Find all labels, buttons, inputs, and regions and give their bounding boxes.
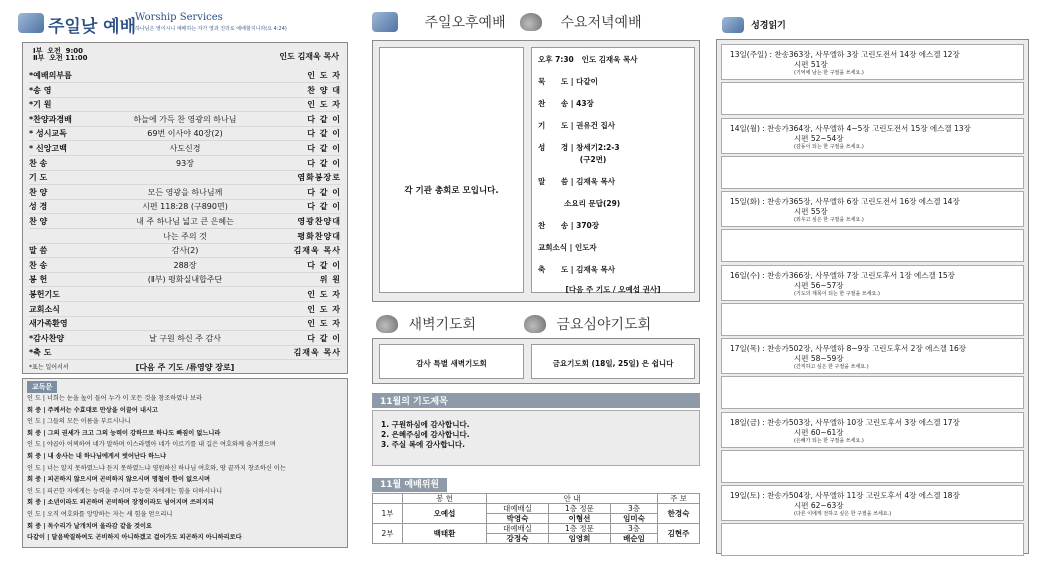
guide-header: 안 내 (487, 494, 658, 504)
wednesday-row: 찬 송 | 43장 (538, 99, 594, 108)
friday-header (524, 314, 651, 334)
prayer-item: 3. 주실 복에 감사합니다. (381, 440, 465, 449)
leaf-icon (376, 315, 398, 333)
service-times: Ⅰ부 오전 9:00 Ⅱ부 오전 11:00 (33, 47, 88, 62)
staff-title: 11월 예배위원 (372, 478, 447, 492)
order-row (29, 84, 341, 98)
order-item-person: 인 도 자 (307, 100, 341, 110)
order-item-name: *예배의부름 (29, 71, 72, 80)
bible-day-note: (은혜가 되는 한 구절을 쓰세요.) (794, 437, 864, 444)
bible-day-reading: 14일(월) : 찬송가364장, 사무엘하 4~5장 고린도전서 15장 에스겔 13장 (730, 123, 971, 133)
wednesday-row: 찬 송 | 370장 (538, 221, 600, 230)
order-item-content: 하늘에 가득 찬 영광의 하나님 (133, 114, 237, 124)
order-item-name: 찬 송 (29, 260, 48, 270)
order-item-name: 봉 헌 (29, 275, 48, 285)
prayer-meetings-panel (372, 338, 700, 384)
prayer-item: 1. 구원하심에 감사합니다. (381, 420, 470, 429)
bible-note-space[interactable] (721, 156, 1024, 189)
cross-icon (18, 13, 44, 33)
order-item-person: 다 같 이 (307, 144, 341, 153)
guide-person: 배순임 (610, 534, 657, 544)
wednesday-row: 성 경 | 창세기2:2-3 (538, 143, 620, 152)
order-item-content: 날 구원 하신 주 감사 (149, 333, 221, 343)
order-row (29, 186, 341, 200)
order-row (29, 303, 341, 317)
order-item-person: 다 같 이 (307, 114, 341, 124)
wednesday-row: 오후 7:30 인도 김재욱 목사 (538, 55, 638, 64)
bible-day-reading: 17일(목) : 찬송가502장, 사무엘하 8~9장 고린도후서 2장 에스겔 16장 (730, 344, 966, 353)
bible-day-entry (721, 265, 1024, 301)
staff-table (372, 493, 700, 544)
part-cell: 1부 (373, 504, 403, 524)
bible-day-note: (외우고 싶은 한 구절을 쓰세요.) (794, 217, 864, 223)
order-row (29, 273, 341, 287)
wednesday-row: 축 도 | 김재욱 목사 (538, 265, 615, 274)
bulletin-cell: 김현주 (658, 524, 700, 544)
bulletin-cell: 한경숙 (658, 504, 700, 524)
responsive-reading-label: 교독문 (27, 381, 57, 393)
bible-day-note: (감동이 되는 한 구절을 쓰세요.) (794, 143, 864, 150)
bible-note-space[interactable] (721, 303, 1024, 336)
order-item-name: * 성시교독 (29, 129, 67, 139)
guide-person: 임미숙 (610, 514, 657, 524)
bible-note-space[interactable] (721, 229, 1024, 262)
guide-person: 박영숙 (487, 514, 549, 524)
order-item-content: (Ⅱ부) 평화실내합주단 (147, 275, 223, 285)
bible-day-note: (기도의 제목이 되는 한 구절을 쓰세요.) (794, 290, 880, 297)
order-item-content: 288장 (173, 260, 197, 270)
bible-day-reading: 13일(주일) : 찬송363장, 사무엘하 3장 고린도전서 14장 에스겔 12장 (730, 50, 960, 59)
bible-day-entry (721, 191, 1024, 227)
bible-reading-header (722, 14, 786, 33)
order-item-content: 사도신경 (169, 144, 201, 153)
sunday-pm-text: 각 기관 총회로 모입니다. (404, 186, 499, 196)
dawn-header (376, 314, 476, 334)
prayer-topics-header (372, 393, 700, 408)
order-item-name: 성 경 (29, 202, 48, 212)
responsive-reading (22, 378, 348, 548)
wednesday-row: 묵 도 | 다같이 (538, 77, 598, 86)
order-item-name: 찬 양 (29, 217, 48, 226)
order-item-name: *기 원 (29, 100, 52, 110)
order-row (29, 361, 341, 375)
wednesday-row: 교회소식 | 인도자 (538, 243, 597, 252)
order-row (29, 69, 341, 83)
worship-title: 주일낮 예배 (48, 17, 137, 37)
order-row (29, 332, 341, 346)
offering-cell: 오예섭 (403, 504, 487, 524)
order-row (29, 317, 341, 331)
wednesday-title: 수요저녁예배 (560, 15, 642, 31)
order-row (29, 244, 341, 258)
worship-title-en: Worship Services (135, 12, 223, 23)
wednesday-box (531, 47, 695, 293)
responsive-line: 회 중 | 피곤하지 않으시며 곤비하지 않으시며 명철이 한이 없으시며 (27, 476, 211, 484)
order-item-name: 기 도 (29, 173, 48, 183)
order-item-person: 김재욱 목사 (293, 348, 341, 358)
dawn-text: 감사 특별 새벽기도회 (416, 359, 487, 368)
order-row (29, 200, 341, 214)
bible-day-reading: 시편 58~59장 (794, 354, 844, 363)
order-row (29, 113, 341, 127)
order-item-person: 영광찬양대 (297, 217, 341, 226)
responsive-line: 인 도 | 야곱아 어찌하여 네가 말하며 이스라엘아 네가 이르기를 내 길은 여호와께 숨겨졌으며 (27, 441, 276, 449)
order-item-content: 시편 118:28 (구890면) (142, 202, 228, 212)
bible-day-reading: 16일(수) : 찬송가366장, 사무엘하 7장 고린도후서 1장 에스겔 15장 (730, 270, 955, 280)
guide-place: 1층 정문 (549, 504, 611, 514)
order-item-person: 인 도 자 (307, 71, 341, 80)
bible-day-reading: 시편 56~57장 (794, 280, 844, 290)
friday-title: 금요심야기도회 (556, 317, 652, 333)
bible-reading-panel (716, 39, 1029, 554)
bible-day-reading: 18일(금) : 찬송가503장, 사무엘하 10장 고린도후서 3장 에스겔 17장 (730, 417, 960, 427)
worship-subtitle: 하나님은 영이시니 예배하는 자가 영과 진리로 예배할지니라(요 4:24) (135, 26, 287, 32)
order-item-person: 평화찬양대 (297, 231, 341, 241)
guide-place: 대예배실 (487, 504, 549, 514)
dawn-title: 새벽기도회 (408, 317, 477, 333)
guide-place: 1층 정문 (549, 524, 611, 534)
order-row (29, 346, 341, 360)
order-item-name: 말 씀 (29, 246, 48, 256)
order-item-person: 위 원 (319, 275, 341, 285)
wednesday-row: 말 씀 | 김재욱 목사 (538, 177, 615, 186)
service-leader: 인도 김재욱 목사 (279, 52, 339, 61)
bible-day-entry (721, 412, 1024, 448)
table-row (373, 524, 700, 534)
order-item-person: 찬 양 대 (307, 85, 341, 95)
guide-person: 임영희 (549, 534, 611, 544)
order-item-person: 인 도 자 (307, 319, 341, 329)
bible-day-entry (721, 44, 1024, 80)
wednesday-row: [다음 주 기도 / 오예섭 권사] (565, 285, 661, 294)
bible-day-note: (간직하고 싶은 한 구절을 쓰세요.) (794, 364, 869, 370)
order-item-person: 김재욱 목사 (293, 246, 341, 256)
bible-day-reading: 시편 55장 (794, 207, 828, 216)
order-item-person: 인 도 자 (307, 304, 341, 314)
guide-place: 3층 (610, 524, 657, 534)
friday-text: 금요기도회 (18일, 25일) 은 쉽니다 (552, 359, 674, 368)
responsive-line: 인 도 | 오직 여호와를 앙망하는 자는 새 힘을 얻으리니 (27, 511, 173, 518)
order-row (29, 288, 341, 302)
order-item-name: *표는 일어서서 (29, 364, 69, 371)
worship-header (18, 10, 348, 36)
order-row (29, 171, 341, 185)
responsive-line: 회 중 | 독수리가 날개치며 올라감 같을 것이요 (27, 522, 152, 530)
order-item-name: 찬 양 (29, 187, 48, 197)
evening-services-panel (372, 40, 700, 302)
order-item-name: *감사찬양 (29, 333, 65, 343)
bible-note-space[interactable] (721, 376, 1024, 409)
responsive-line: 인 도 | 피곤한 자에게는 능력을 주시며 무능한 자에게는 힘을 더하시나니 (27, 487, 223, 495)
sunday-pm-box (379, 47, 524, 293)
guide-person: 이형선 (549, 514, 611, 524)
order-item-person: 염화봉장로 (297, 173, 341, 183)
responsive-line: 인 도 | 너는 알지 못하였느냐 듣지 못하였느냐 영원하신 하나님 여호와, 땅 끝까지 창조하신 이는 (27, 464, 286, 472)
bible-day-reading: 시편 52~54장 (794, 133, 844, 143)
part-cell: 2부 (373, 524, 403, 544)
order-item-content: 감사(2) (171, 246, 199, 256)
bible-note-space[interactable] (721, 523, 1024, 556)
order-row (29, 127, 341, 141)
bible-day-entry (721, 118, 1024, 154)
hands-icon (722, 17, 744, 33)
dawn-box (379, 344, 524, 379)
order-item-person: 다 같 이 (307, 158, 341, 168)
order-item-name: 교회소식 (29, 304, 60, 314)
bible-day-reading: 시편 60~61장 (794, 427, 844, 437)
order-item-name: 새가족환영 (29, 319, 68, 329)
wednesday-row: 기 도 | 권유건 집사 (538, 121, 615, 130)
sunday-pm-title: 주일오후예배 (424, 15, 506, 31)
responsive-line: 회 중 | 그의 권세가 크고 그의 능력이 강하므로 하나도 빠짐이 없느니라 (27, 429, 221, 437)
leaf-icon (520, 13, 542, 31)
order-item-content: 나는 주의 것 (163, 231, 207, 241)
guide-place: 대예배실 (487, 524, 549, 534)
bulletin-header: 주 보 (658, 494, 700, 504)
sunday-pm-header (372, 12, 506, 32)
bible-day-entry (721, 485, 1024, 521)
bible-day-note: (다른 이에게 전하고 싶은 한 구절을 쓰세요.) (794, 511, 892, 517)
staff-header (372, 478, 700, 492)
bible-day-entry (721, 338, 1024, 374)
bible-day-reading: 19일(토) : 찬송가504장, 사무엘하 11장 고린도후서 4장 에스겔 18장 (730, 491, 960, 500)
responsive-line: 인 도 | 그들의 모든 이름을 부르시나니 (27, 418, 131, 426)
order-item-name: 찬 송 (29, 158, 48, 168)
order-of-service (22, 42, 348, 374)
order-item-content: 모든 영광을 하나님께 (147, 187, 223, 197)
order-item-name: *찬양과경배 (29, 114, 72, 124)
leaf-icon (524, 315, 546, 333)
order-row (29, 230, 341, 244)
offering-cell: 백태환 (403, 524, 487, 544)
order-row (29, 259, 341, 273)
bible-note-space[interactable] (721, 82, 1024, 115)
bible-reading-title: 성경읽기 (751, 21, 786, 31)
bible-day-reading: 시편 51장 (794, 60, 828, 69)
prayer-item: 2. 은혜주심에 감사합니다. (381, 430, 470, 439)
order-item-person: 다 같 이 (307, 202, 341, 212)
responsive-line: 회 중 | 내 송사는 내 하나님에게서 벗어난다 하느냐 (27, 453, 167, 460)
wednesday-header (520, 12, 642, 32)
offering-header: 봉 헌 (403, 494, 487, 504)
order-item-person: 다 같 이 (307, 333, 341, 343)
bible-day-reading: 15일(화) : 찬송가365장, 사무엘하 6장 고린도전서 16장 에스겔 14장 (730, 197, 960, 206)
order-item-person: 다 같 이 (307, 187, 341, 197)
guide-place: 3층 (610, 504, 657, 514)
order-item-name: * 신앙고백 (29, 144, 67, 153)
prayer-topics-box (372, 410, 700, 466)
order-item-person: 인 도 자 (307, 290, 341, 299)
responsive-line: 회 중 | 소년이라도 피곤하며 곤비하며 장정이라도 넘어지며 쓰러지되 (27, 499, 214, 507)
responsive-line: 다같이 | 달음박질하여도 곤비하지 아니하겠고 걸어가도 피곤하지 아니하리로다 (27, 534, 242, 542)
order-item-person: 다 같 이 (307, 129, 341, 139)
order-item-name: *송 영 (29, 85, 52, 95)
order-item-content: [다음 주 기도 /류영양 장로] (135, 363, 235, 372)
bible-day-reading: 시편 62~63장 (794, 501, 844, 510)
order-item-name: *축 도 (29, 348, 52, 358)
wednesday-row: (구2면) (538, 155, 607, 164)
order-item-person: 다 같 이 (307, 260, 341, 270)
guide-person: 강정숙 (487, 534, 549, 544)
order-row (29, 215, 341, 229)
responsive-line: 회 중 | 주께서는 수효대로 만상을 이끌어 내시고 (27, 406, 158, 414)
table-row (373, 504, 700, 514)
order-row (29, 98, 341, 112)
friday-box (531, 344, 695, 379)
prayer-topics-title: 11월의 기도제목 (380, 397, 448, 407)
order-row (29, 142, 341, 156)
bookmark-icon (372, 12, 398, 32)
order-row (29, 157, 341, 171)
order-item-content: 69번 이사야 40장(2) (147, 129, 223, 139)
bible-day-note: (기억에 남는 한 구절을 쓰세요.) (794, 70, 864, 76)
wednesday-row: 소요리 문답(29) (538, 199, 621, 208)
table-header-row (373, 494, 700, 504)
order-item-content: 내 주 하나님 넓고 큰 은혜는 (136, 217, 234, 226)
bible-note-space[interactable] (721, 450, 1024, 483)
responsive-line: 인 도 | 너희는 눈을 높이 들어 누가 이 모든 것을 창조하였나 보라 (27, 395, 203, 402)
order-item-name: 봉헌기도 (29, 290, 60, 299)
order-item-content: 93장 (176, 158, 194, 168)
